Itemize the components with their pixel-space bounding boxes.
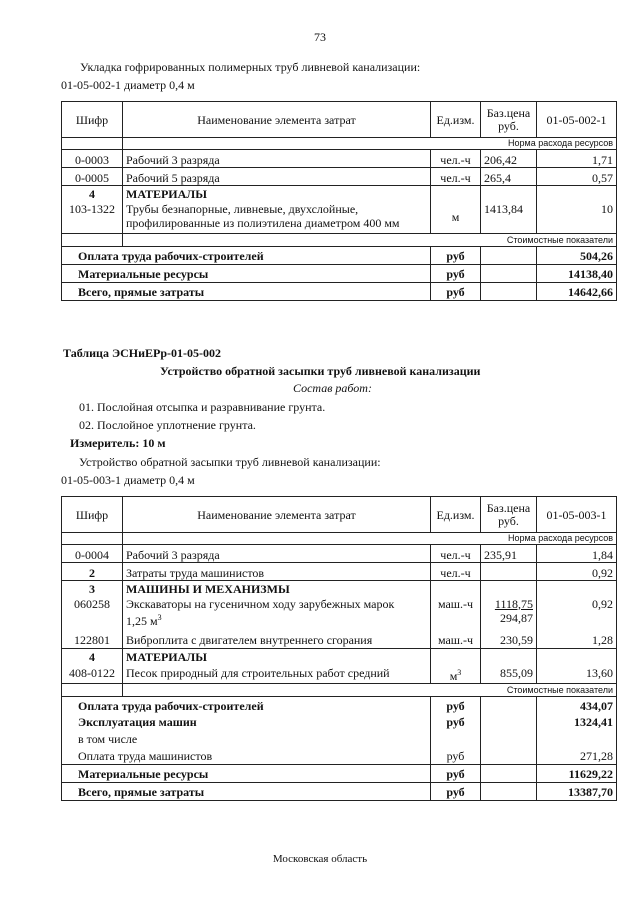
s2-row0-unit: чел.-ч bbox=[431, 545, 481, 563]
footer-region: Московская область bbox=[272, 853, 368, 865]
s2-sand-value: 13,60 bbox=[537, 665, 617, 684]
s2-header-price-l2: руб. bbox=[498, 513, 519, 528]
s1-material-value: 10 bbox=[537, 202, 617, 234]
s2-materials-code: 4 bbox=[62, 649, 123, 665]
s2-sand-unit bbox=[431, 665, 481, 684]
s2-header-unit: Ед.изм. bbox=[431, 497, 481, 533]
s1-group-name: МАТЕРИАЛЫ bbox=[123, 186, 431, 202]
s1-material-unit: м bbox=[431, 202, 481, 234]
s2-row0-code: 0-0004 bbox=[62, 545, 123, 563]
s1-row0-value: 1,71 bbox=[537, 150, 617, 168]
s1-row0-unit: чел.-ч bbox=[431, 150, 481, 168]
s2-row1-code: 2 bbox=[62, 563, 123, 581]
s2-row0-name: Рабочий 3 разряда bbox=[123, 545, 431, 563]
s2-vibro-value: 1,28 bbox=[537, 631, 617, 649]
s2-total0-unit: руб bbox=[431, 696, 481, 713]
section2-meter: Измеритель: 10 м bbox=[70, 436, 166, 450]
s2-sand-price: 855,09 bbox=[481, 665, 537, 684]
s2-vibro-price: 230,59 bbox=[481, 631, 537, 649]
s1-header-price-l1: Баз.цена bbox=[486, 105, 531, 120]
s1-header-code: Шифр bbox=[62, 102, 123, 138]
s1-total1-name: Материальные ресурсы bbox=[62, 265, 431, 283]
s1-cost-label: Стоимостные показатели bbox=[123, 234, 617, 247]
s1-row1-code: 0-0005 bbox=[62, 168, 123, 186]
section2-step-1: 01. Послойная отсыпка и разравнивание грунта. bbox=[79, 400, 326, 414]
s1-material-name bbox=[123, 202, 431, 234]
s2-total4-value: 11629,22 bbox=[537, 764, 617, 782]
s1-group-code: 4 bbox=[62, 186, 123, 202]
s2-row0-price: 235,91 bbox=[481, 545, 537, 563]
s2-total3-name: Оплата труда машинистов bbox=[62, 747, 431, 764]
s2-excavator-name-l1: Экскаваторы на гусеничном ходу зарубежных марок bbox=[126, 596, 395, 611]
s2-total4-unit: руб bbox=[431, 764, 481, 782]
s2-cost-label: Стоимостные показатели bbox=[123, 683, 617, 696]
s2-excavator-price bbox=[481, 597, 537, 631]
s2-sand-name: Песок природный для строительных работ средний bbox=[123, 665, 431, 684]
s2-sand-unit-base: м bbox=[449, 668, 458, 683]
s2-row1-price bbox=[481, 563, 537, 581]
s2-header-price bbox=[481, 497, 537, 533]
s2-total5-name: Всего, прямые затраты bbox=[62, 782, 431, 800]
s1-total1-value: 14138,40 bbox=[537, 265, 617, 283]
s1-norm-label: Норма расхода ресурсов bbox=[123, 138, 617, 150]
s1-total0-name: Оплата труда рабочих-строителей bbox=[62, 247, 431, 265]
s2-total1-unit: руб bbox=[431, 713, 481, 730]
section2-code-line: 01-05-003-1 диаметр 0,4 м bbox=[61, 473, 195, 487]
s2-excavator-code: 060258 bbox=[62, 597, 123, 631]
s1-material-name-l1: Трубы безнапорные, ливневые, двухслойные, bbox=[126, 201, 359, 216]
section1-code-line: 01-05-002-1 диаметр 0,4 м bbox=[61, 78, 195, 92]
s2-total0-name: Оплата труда рабочих-строителей bbox=[62, 696, 431, 713]
s1-row1-price: 265,4 bbox=[481, 168, 537, 186]
s1-row1-value: 0,57 bbox=[537, 168, 617, 186]
s2-excavator-price1: 1118,75 bbox=[494, 596, 533, 611]
s2-total2-name: в том числе bbox=[62, 730, 431, 747]
s1-header-unit: Ед.изм. bbox=[431, 102, 481, 138]
s2-materials-name: МАТЕРИАЛЫ bbox=[123, 649, 431, 665]
s1-header-rate: 01-05-002-1 bbox=[537, 102, 617, 138]
s2-header-price-l1: Баз.цена bbox=[486, 500, 531, 515]
s2-vibro-unit: маш.-ч bbox=[431, 631, 481, 649]
s1-row1-name: Рабочий 5 разряда bbox=[123, 168, 431, 186]
s2-total3-value: 271,28 bbox=[537, 747, 617, 764]
s1-row0-price: 206,42 bbox=[481, 150, 537, 168]
s2-excavator-name-sup: 3 bbox=[157, 612, 162, 622]
section2-intro: Устройство обратной засыпки труб ливневой канализации: bbox=[79, 455, 381, 469]
s2-machines-name: МАШИНЫ И МЕХАНИЗМЫ bbox=[123, 581, 431, 597]
s2-excavator-price2: 294,87 bbox=[500, 610, 533, 625]
section2-heading: Устройство обратной засыпки труб ливневой канализации bbox=[160, 364, 481, 378]
s2-norm-label: Норма расхода ресурсов bbox=[123, 533, 617, 545]
section1-intro: Укладка гофрированных полимерных труб ливневой канализации: bbox=[80, 60, 421, 74]
s2-header-name: Наименование элемента затрат bbox=[123, 497, 431, 533]
s2-row1-unit: чел.-ч bbox=[431, 563, 481, 581]
s1-row0-code: 0-0003 bbox=[62, 150, 123, 168]
s2-total5-unit: руб bbox=[431, 782, 481, 800]
s2-excavator-name bbox=[123, 597, 431, 631]
s2-row1-value: 0,92 bbox=[537, 563, 617, 581]
s1-header-name: Наименование элемента затрат bbox=[123, 102, 431, 138]
s2-sand-code: 408-0122 bbox=[62, 665, 123, 684]
section1-table bbox=[61, 101, 617, 301]
s1-total1-unit: руб bbox=[431, 265, 481, 283]
s1-material-price: 1413,84 bbox=[481, 202, 537, 234]
s1-row1-unit: чел.-ч bbox=[431, 168, 481, 186]
s2-header-code: Шифр bbox=[62, 497, 123, 533]
s1-total0-value: 504,26 bbox=[537, 247, 617, 265]
s2-header-rate: 01-05-003-1 bbox=[537, 497, 617, 533]
s2-total5-value: 13387,70 bbox=[537, 782, 617, 800]
section2-composition: Состав работ: bbox=[293, 381, 372, 395]
section2-table bbox=[61, 496, 617, 801]
s2-total1-value: 1324,41 bbox=[537, 713, 617, 730]
s2-row1-name: Затраты труда машинистов bbox=[123, 563, 431, 581]
section2-table-title: Таблица ЭСНиЕРр-01-05-002 bbox=[63, 346, 222, 360]
s1-total2-value: 14642,66 bbox=[537, 283, 617, 301]
s2-excavator-unit: маш.-ч bbox=[431, 597, 481, 631]
s2-total2-value bbox=[537, 730, 617, 747]
s1-header-price-l2: руб. bbox=[498, 118, 519, 133]
section2-step-2: 02. Послойное уплотнение грунта. bbox=[79, 418, 256, 432]
s2-total0-value: 434,07 bbox=[537, 696, 617, 713]
s1-total0-unit: руб bbox=[431, 247, 481, 265]
s1-total2-name: Всего, прямые затраты bbox=[62, 283, 431, 301]
s2-excavator-name-l2: 1,25 м bbox=[126, 613, 158, 628]
page-number: 73 bbox=[314, 30, 326, 44]
s2-sand-unit-sup: 3 bbox=[457, 667, 462, 677]
s2-row0-value: 1,84 bbox=[537, 545, 617, 563]
s2-total1-name: Эксплуатация машин bbox=[62, 713, 431, 730]
s2-machines-code: 3 bbox=[62, 581, 123, 597]
s1-header-price bbox=[481, 102, 537, 138]
s2-total2-unit bbox=[431, 730, 481, 747]
s2-total4-name: Материальные ресурсы bbox=[62, 764, 431, 782]
s1-material-code: 103-1322 bbox=[62, 202, 123, 234]
s1-row0-name: Рабочий 3 разряда bbox=[123, 150, 431, 168]
s2-excavator-value: 0,92 bbox=[537, 597, 617, 631]
s2-total3-unit: руб bbox=[431, 747, 481, 764]
s1-material-name-l2: профилированные из полиэтилена диаметром 400 мм bbox=[126, 215, 400, 230]
s1-total2-unit: руб bbox=[431, 283, 481, 301]
s2-vibro-name: Виброплита с двигателем внутреннего сгорания bbox=[123, 631, 431, 649]
s2-vibro-code: 122801 bbox=[62, 631, 123, 649]
